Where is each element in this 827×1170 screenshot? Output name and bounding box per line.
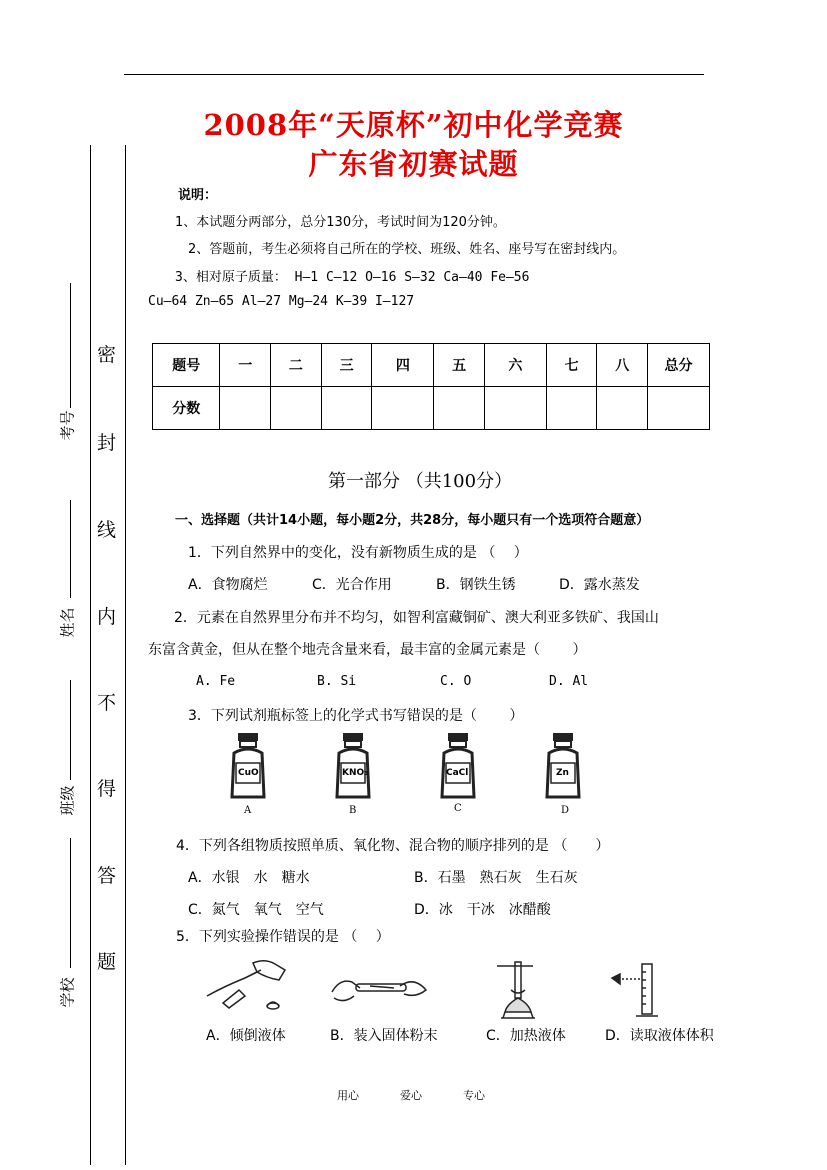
q4-option: C．氮气 氧气 空气	[188, 902, 324, 918]
field-line-banji	[70, 680, 71, 780]
notes-line-1: 1、本试题分两部分，总分130分，考试时间为120分钟。	[175, 215, 506, 230]
score-cell[interactable]	[597, 387, 648, 430]
footer-item: 爱心	[400, 1089, 422, 1102]
score-header-cell: 五	[434, 344, 485, 387]
notes-line-4: Cu—64 Zn—65 Al—27 Mg—24 K—39 I—127	[148, 294, 415, 309]
seal-char: 答	[97, 865, 117, 887]
field-line-kaohao	[70, 283, 71, 408]
title-line-1: 2008年“天原杯”初中化学竞赛	[203, 108, 624, 142]
seal-line-left	[90, 145, 91, 1165]
score-cell[interactable]	[434, 387, 485, 430]
field-label-xingming: 姓名	[58, 607, 77, 638]
score-cell[interactable]	[321, 387, 372, 430]
q3-text: 3．下列试剂瓶标签上的化学式书写错误的是（ ）	[188, 708, 524, 724]
section-heading: 一、选择题（共计14小题，每小题2分，共28分，每小题只有一个选项符合题意）	[175, 513, 650, 528]
q4-text: 4．下列各组物质按照单质、氧化物、混合物的顺序排列的是 （ ）	[176, 838, 610, 854]
q1-option: C．光合作用	[312, 577, 392, 593]
score-header-cell: 题号	[153, 344, 220, 387]
pour-liquid-icon	[205, 958, 290, 1013]
q2-option: A. Fe	[196, 674, 236, 689]
bottle-icon	[543, 733, 583, 799]
reagent-bottle-a	[228, 733, 268, 803]
field-line-xuexiao	[70, 838, 71, 968]
score-table-score-row	[153, 387, 710, 430]
footer-item: 用心	[337, 1089, 359, 1102]
field-label-kaohao: 考号	[58, 410, 77, 441]
reagent-bottle-c	[438, 733, 478, 803]
q1-option: A．食物腐烂	[188, 577, 268, 593]
q4-option: D．冰 干冰 冰醋酸	[414, 902, 551, 918]
notes-line-2: 2、答题前，考生必须将自己所在的学校、班级、姓名、座号写在密封线内。	[188, 242, 626, 257]
graduated-cylinder-icon	[610, 960, 660, 1020]
q2-text-line-2: 东富含黄金，但从在整个地壳含量来看，最丰富的金属元素是（ ）	[148, 642, 587, 658]
q5-option: B．装入固体粉末	[330, 1028, 438, 1044]
alcohol-lamp-icon	[493, 960, 543, 1022]
q5-option: A．倾倒液体	[206, 1028, 286, 1044]
bottle-icon	[228, 733, 268, 799]
notes-heading: 说明：	[178, 188, 218, 203]
bottle-letter: D	[561, 805, 570, 816]
q5-option: C．加热液体	[486, 1028, 566, 1044]
bottle-icon	[333, 733, 373, 799]
field-label-xuexiao: 学校	[58, 977, 77, 1008]
score-header-cell: 七	[546, 344, 597, 387]
q1-text: 1．下列自然界中的变化，没有新物质生成的是 （ ）	[188, 545, 528, 561]
score-header-cell: 四	[372, 344, 434, 387]
score-cell[interactable]	[546, 387, 597, 430]
part1-title: 第一部分 （共100分）	[328, 471, 513, 492]
score-header-cell: 八	[597, 344, 648, 387]
score-cell[interactable]	[648, 387, 710, 430]
seal-char: 封	[97, 432, 117, 454]
score-table-header-row	[153, 344, 710, 387]
seal-char: 内	[97, 606, 117, 628]
score-header-cell: 六	[484, 344, 546, 387]
seal-char: 题	[97, 951, 117, 973]
q4-option: A．水银 水 糖水	[188, 870, 310, 886]
seal-char: 线	[97, 519, 117, 541]
q4-option: B．石墨 熟石灰 生石灰	[414, 870, 578, 886]
bottle-icon	[438, 733, 478, 799]
bottle-letter: B	[349, 805, 357, 816]
reagent-bottle-d	[543, 733, 583, 803]
q2-option: C. O	[440, 674, 472, 689]
field-line-xingming	[70, 500, 71, 598]
bottle-letter: C	[454, 803, 462, 814]
q2-option: B. Si	[317, 674, 357, 689]
score-cell[interactable]	[372, 387, 434, 430]
field-label-banji: 班级	[58, 785, 77, 816]
q5-text: 5．下列实验操作错误的是 （ ）	[176, 929, 390, 945]
bottle-label: KNO₃	[342, 768, 369, 778]
seal-char: 得	[97, 778, 117, 800]
score-cell[interactable]	[484, 387, 546, 430]
score-cell[interactable]	[271, 387, 322, 430]
bottle-label: Zn	[556, 768, 569, 778]
score-header-cell: 总分	[648, 344, 710, 387]
score-header-cell: 三	[321, 344, 372, 387]
seal-char: 不	[97, 692, 117, 714]
powder-loading-illustration	[330, 968, 430, 1012]
score-header-cell: 一	[220, 344, 271, 387]
q1-option: B．钢铁生锈	[436, 577, 516, 593]
footer-item: 专心	[463, 1089, 485, 1102]
q5-option: D．读取液体体积	[605, 1028, 714, 1044]
score-header-cell: 二	[271, 344, 322, 387]
reading-volume-illustration	[610, 960, 660, 1024]
powder-spoon-icon	[330, 968, 430, 1008]
q2-option: D. Al	[549, 674, 589, 689]
notes-line-3: 3、相对原子质量： H—1 C—12 O—16 S—32 Ca—40 Fe—56	[175, 270, 530, 285]
q2-text-line-1: 2．元素在自然界里分布并不均匀，如智利富藏铜矿、澳大利亚多铁矿、我国山	[174, 610, 659, 626]
score-table	[152, 343, 710, 430]
q1-option: D．露水蒸发	[559, 577, 640, 593]
pour-liquid-illustration	[205, 958, 290, 1017]
bottle-label: CuO	[238, 768, 259, 778]
seal-line-right	[125, 145, 126, 1165]
score-cell[interactable]	[220, 387, 271, 430]
reagent-bottle-b	[333, 733, 373, 803]
bottle-label: CaCl	[446, 768, 469, 778]
score-row-label: 分数	[153, 387, 220, 430]
bottle-letter: A	[244, 805, 252, 816]
heating-liquid-illustration	[493, 960, 543, 1026]
title-line-2: 广东省初赛试题	[308, 147, 519, 181]
seal-char: 密	[97, 344, 117, 366]
top-rule	[124, 74, 704, 75]
